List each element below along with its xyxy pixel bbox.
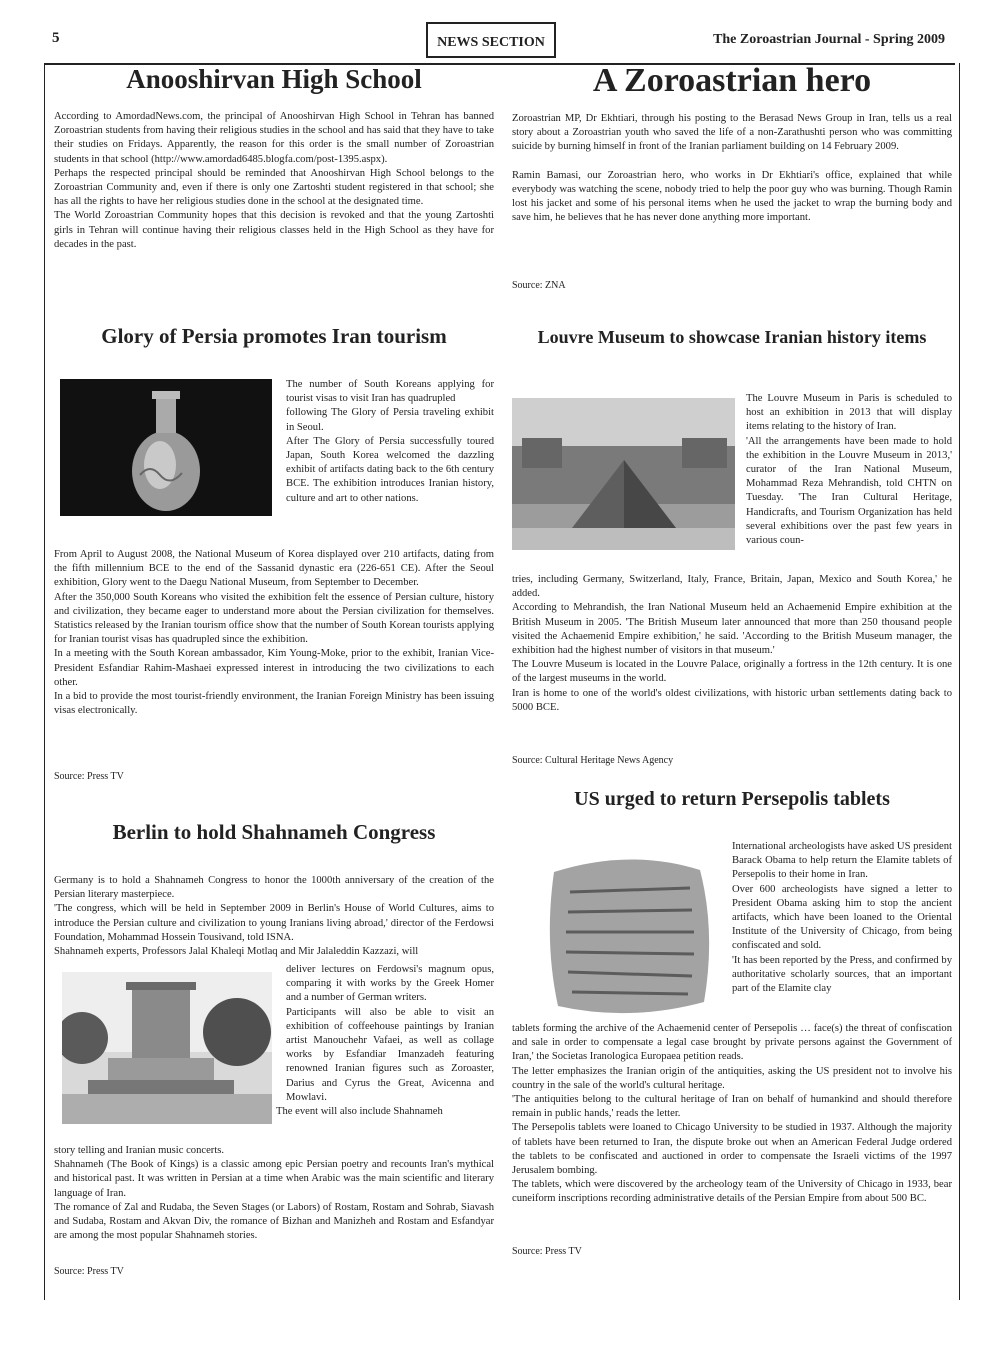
article-anooshirvan-body xyxy=(54,110,494,252)
headline-glory: Glory of Persia promotes Iran tourism xyxy=(101,324,447,348)
article-berlin-top xyxy=(54,874,494,959)
paragraph: From April to August 2008, the National Museum of Korea displayed over 210 artifacts, dating from the fifth millennium BCE to the end of the Sassanid dynastic era (226-651 CE). After the Seoul exhibition, Glory went to the Daegu National Museum, from September to December. xyxy=(54,549,494,589)
journal-title: The Zoroastrian Journal - Spring 2009 xyxy=(713,32,945,47)
headline-louvre: Louvre Museum to showcase Iranian history items xyxy=(537,327,927,347)
paragraph: The event will also include Shahnameh xyxy=(276,1106,443,1118)
paragraph: Ramin Bamasi, our Zoroastrian hero, who works in Dr Ekhtiari's office, explained that while everybody was watching the scene, nobody tried to help the poor guy who was burning. Though Ramin lost his jacket and some of his personal items when he used the jacket to wrap the burning body and save him, he believes that he has never done anything more important. xyxy=(512,169,952,224)
paragraph: Participants will also be able to visit an exhibition of coffeehouse paintings by Iranian artist Manouchehr Vafaei, as well as collage works by Esfandiar Imanzadeh featuring renowned Iranian figures such as Zoroaster, Darius and Cyrus the Great, Avicenna and Mowlavi. xyxy=(286,1006,494,1103)
article-glory-body xyxy=(54,548,494,718)
paragraph: Perhaps the respected principal should be reminded that Anooshirvan High School belongs to the Zoroastrian Community and, even if there is only one Zartoshti student registered in that school; she has all the rights to have her religious studies done in the school at the designated time. xyxy=(54,167,494,208)
paragraph: 'All the arrangements have been made to hold the exhibition in the Louvre Museum in 2013,' curator of the Iran National Museum, Mohammad Reza Mehrandish, told CHTN on Tuesday. 'The Iran Cultural Heritage, Handicrafts, and Tourism Organization has held several exhibitions over the past few years in various coun- xyxy=(746,435,952,547)
source-glory: Source: Press TV xyxy=(54,771,124,782)
photo-silver-vase xyxy=(60,379,272,516)
page-number: 5 xyxy=(52,30,60,46)
paragraph: The Louvre Museum is located in the Louvre Palace, originally a fortress in the 12th century. It is one of the largest museums in the world. xyxy=(512,659,952,685)
article-persepolis-side xyxy=(732,840,952,996)
headline-hero: A Zoroastrian hero xyxy=(592,62,872,99)
paragraph: The Persepolis tablets were loaned to Chicago University to be studied in 1937. Although the majority of tablets have been returned to Iran, the dispute broke out when an American Federal Judge ordered the tablets to be confiscated and auctioned in order to compensate the Israeli victims of the 1997 Jerusalem bombing. xyxy=(512,1122,952,1177)
paragraph: following The Glory of Persia traveling exhibit in Seoul. xyxy=(286,407,494,433)
paragraph: After the 350,000 South Koreans who visited the exhibition felt the essence of Persian culture, history and civilization, they became eager to understand more about the Persian civilization for themselves. Statistics released by the Iranian tourism office show that the number of South Korean tourists applying for Iranian tourist visas has quadrupled since the exhibition. xyxy=(54,591,494,646)
photo-louvre-pyramid xyxy=(512,398,735,550)
paragraph: According to Mehrandish, the Iran National Museum held an Achaemenid Empire exhibition at the British Museum in 2005. 'The British Museum later announced that more than 250 thousand people visited the Achaemenid Empire exhibition,' he said. 'According to the British Museum manager, the exhibition had the highest number of visitors in that museum.' xyxy=(512,602,952,657)
paragraph: According to AmordadNews.com, the principal of Anooshirvan High School in Tehran has banned Zoroastrian students from having their religious studies in the school and has said that they have to take their studies on Fridays. Apparently, the reason for this order is the small number of Zoroastrian students in that school (http://www.amordad6485.blogfa.com/post-1395.aspx). xyxy=(54,111,494,165)
paragraph: deliver lectures on Ferdowsi's magnum opus, comparing it with works by the Greek Homer and a number of German writers. xyxy=(286,964,494,1004)
section-label: NEWS SECTION xyxy=(426,22,556,58)
article-persepolis-body xyxy=(512,1022,952,1207)
paragraph: The World Zoroastrian Community hopes that this decision is revoked and that the young Zartoshti girls in Tehran will continue having their religious classes held in the High School as they have for decades in the past. xyxy=(54,210,494,250)
paragraph: The tablets, which were discovered by the archeology team of the University of Chicago in 1933, bear cuneiform inscriptions recording administrative details of the Persian Empire from about 500 BC. xyxy=(512,1179,952,1205)
paragraph: The letter emphasizes the Iranian origin of the antiquities, asking the US president not to involve his country in the sale of the world's cultural heritage. xyxy=(512,1065,952,1091)
paragraph: In a meeting with the South Korean ambassador, Kim Young-Moke, prior to the exhibit, Iranian Vice-President Esfandiar Rahim-Mashaei expressed interest in introducing the two civilizations to each other. xyxy=(54,648,494,688)
source-persepolis: Source: Press TV xyxy=(512,1246,582,1257)
paragraph: International archeologists have asked US president Barack Obama to help return the Elamite tablets of Persepolis to their home in Iran. xyxy=(732,841,952,881)
source-louvre: Source: Cultural Heritage News Agency xyxy=(512,755,674,766)
paragraph: tablets forming the archive of the Achaemenid center of Persepolis … face(s) the threat of confiscation and sale in order to compensate a legal case brought by private persons against the Government of Iran,' the Societas Iranologica Europaea petition reads. xyxy=(512,1023,952,1063)
article-louvre-body xyxy=(512,573,952,715)
paragraph: story telling and Iranian music concerts. xyxy=(54,1145,225,1156)
left-border xyxy=(44,63,45,1300)
article-louvre-side xyxy=(746,392,952,548)
article-hero-body xyxy=(512,112,952,225)
headline-persepolis: US urged to return Persepolis tablets xyxy=(574,788,890,810)
source-berlin: Source: Press TV xyxy=(54,1266,124,1277)
photo-elamite-tablet xyxy=(540,852,716,1018)
paragraph: The Louvre Museum in Paris is scheduled to host an exhibition in 2013 that will display items relating to the history of Iran. xyxy=(746,393,952,433)
article-berlin-side xyxy=(276,963,494,1119)
paragraph: The romance of Zal and Rudaba, the Seven Stages (or Labors) of Rostam, Rostam and Sohrab, Siavash and Sudaba, Rostam and Akvan Div, the romance of Bizhan and Manizheh and Rostam and Esfandyar are among the most popular Shahnameh stories. xyxy=(54,1201,494,1242)
paragraph: 'The congress, which will be held in September 2009 in Berlin's House of World Cultures, aims to introduce the Persian culture and civilization to young Iranians living abroad,' director of the Ferdowsi Foundation, Mohammad Hossein Tousivand, told ISNA. xyxy=(54,903,494,943)
headline-anooshirvan: Anooshirvan High School xyxy=(126,64,422,94)
headline-berlin: Berlin to hold Shahnameh Congress xyxy=(112,820,436,844)
paragraph: In a bid to provide the most tourist-friendly environment, the Iranian Foreign Ministry has been issuing visas electronically. xyxy=(54,691,494,717)
paragraph: 'The antiquities belong to the cultural heritage of Iran on behalf of humankind and should therefore remain in public hands,' reads the letter. xyxy=(512,1094,952,1120)
paragraph: Iran is home to one of the world's oldest civilizations, with historic urban settlements dating back to 5000 BCE. xyxy=(512,687,952,713)
paragraph: Zoroastrian MP, Dr Ekhtiari, through his posting to the Berasad News Group in Iran, tells us a real story about a Zoroastrian youth who saved the life of a non-Zarathushti person who was committing suicide by burning himself in front of the Iranian parliament building on 14 February 2009. xyxy=(512,113,952,153)
right-border xyxy=(959,63,960,1300)
paragraph: Germany is to hold a Shahnameh Congress to honor the 1000th anniversary of the creation of the Persian literary masterpiece. xyxy=(54,875,494,901)
paragraph: 'It has been reported by the Press, and confirmed by authoritative scholarly sources, that an important part of the Elamite clay xyxy=(732,954,952,995)
paragraph: Shahnameh experts, Professors Jalal Khaleqi Motlaq and Mir Jalaleddin Kazzazi, will xyxy=(54,946,419,958)
paragraph: Over 600 archeologists have signed a letter to President Obama asking him to stop the ancient artifacts, which have been loaned to the Oriental Institute of the University of Chicago, from being confiscated and sold. xyxy=(732,883,952,952)
source-hero: Source: ZNA xyxy=(512,280,566,291)
paragraph: After The Glory of Persia successfully toured Japan, South Korea welcomed the dazzling exhibit of artifacts dating back to the 6th century BCE. The exhibition introduces Iranian history, culture and art to other nations. xyxy=(286,435,494,504)
paragraph: tries, including Germany, Switzerland, Italy, France, Britain, Japan, Mexico and South Korea,' he added. xyxy=(512,574,952,600)
paragraph: Shahnameh (The Book of Kings) is a classic among epic Persian poetry and recounts Iran's mythical and historical past. It was written in Persian at a time when Arabic was the main scientific and literary language of Iran. xyxy=(54,1159,494,1199)
paragraph: The number of South Koreans applying for tourist visas to visit Iran has quadrupled xyxy=(286,379,494,405)
photo-ferdowsi-tomb xyxy=(62,972,272,1124)
article-berlin-body xyxy=(54,1144,494,1243)
article-glory-side xyxy=(286,378,494,506)
